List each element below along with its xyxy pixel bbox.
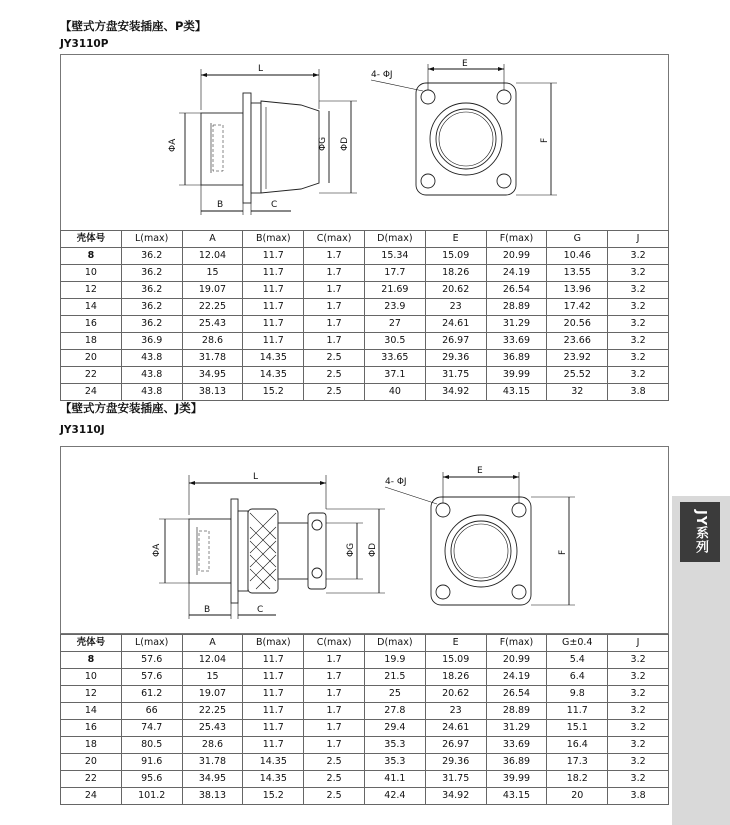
- table-cell: 57.6: [121, 652, 182, 669]
- table-cell: 31.29: [486, 720, 547, 737]
- col-header: B(max): [243, 231, 304, 248]
- shell-size-cell: 14: [61, 299, 122, 316]
- table-cell: 29.4: [364, 720, 425, 737]
- table-cell: 20: [547, 788, 608, 805]
- front-view-j: [385, 466, 575, 605]
- table-cell: 2.5: [304, 771, 365, 788]
- shell-size-cell: 18: [61, 333, 122, 350]
- table-cell: 35.3: [364, 737, 425, 754]
- dim-b-j: B: [204, 605, 211, 615]
- side-view-p: [168, 64, 357, 215]
- table-cell: 25: [364, 686, 425, 703]
- table-cell: 36.2: [121, 299, 182, 316]
- table-cell: 80.5: [121, 737, 182, 754]
- col-header: B(max): [243, 635, 304, 652]
- table-cell: 20.62: [425, 686, 486, 703]
- table-cell: 13.96: [547, 282, 608, 299]
- table-cell: 1.7: [304, 686, 365, 703]
- shell-size-cell: 22: [61, 771, 122, 788]
- table-cell: 18.26: [425, 265, 486, 282]
- col-header: L(max): [121, 635, 182, 652]
- table-cell: 43.15: [486, 384, 547, 401]
- table-cell: 15.34: [364, 248, 425, 265]
- col-header: D(max): [364, 635, 425, 652]
- table-cell: 28.89: [486, 703, 547, 720]
- table-cell: 91.6: [121, 754, 182, 771]
- table-cell: 74.7: [121, 720, 182, 737]
- shell-size-cell: 22: [61, 367, 122, 384]
- table-cell: 43.8: [121, 367, 182, 384]
- dim-f-p: F: [540, 137, 550, 143]
- table-cell: 28.89: [486, 299, 547, 316]
- table-row: [61, 754, 669, 771]
- table-cell: 36.89: [486, 350, 547, 367]
- table-cell: 39.99: [486, 367, 547, 384]
- table-cell: 3.8: [608, 788, 669, 805]
- table-row: [61, 737, 669, 754]
- table-cell: 16.4: [547, 737, 608, 754]
- table-cell: 15: [182, 669, 243, 686]
- shell-size-cell: 8: [61, 248, 122, 265]
- table-cell: 22.25: [182, 299, 243, 316]
- col-header: C(max): [304, 231, 365, 248]
- shell-size-cell: 18: [61, 737, 122, 754]
- table-cell: 1.7: [304, 737, 365, 754]
- table-cell: 19.07: [182, 686, 243, 703]
- table-cell: 33.69: [486, 737, 547, 754]
- table-cell: 26.54: [486, 686, 547, 703]
- table-cell: 36.2: [121, 282, 182, 299]
- table-cell: 3.2: [608, 333, 669, 350]
- model-jy3110j: JY3110J: [60, 424, 105, 436]
- table-cell: 24.61: [425, 316, 486, 333]
- dim-holes-j: 4- ΦJ: [385, 477, 407, 487]
- table-cell: 2.5: [304, 367, 365, 384]
- col-header: J: [608, 635, 669, 652]
- table-cell: 26.97: [425, 333, 486, 350]
- table-cell: 17.42: [547, 299, 608, 316]
- table-cell: 29.36: [425, 350, 486, 367]
- shell-size-cell: 16: [61, 720, 122, 737]
- table-cell: 3.2: [608, 737, 669, 754]
- shell-size-cell: 10: [61, 669, 122, 686]
- table-cell: 1.7: [304, 652, 365, 669]
- table-cell: 3.2: [608, 771, 669, 788]
- table-cell: 3.2: [608, 367, 669, 384]
- table-cell: 1.7: [304, 248, 365, 265]
- table-cell: 1.7: [304, 333, 365, 350]
- table-cell: 21.5: [364, 669, 425, 686]
- dim-l-p: L: [258, 64, 264, 74]
- col-header: F(max): [486, 231, 547, 248]
- col-header: 壳体号: [61, 231, 122, 248]
- col-header: G±0.4: [547, 635, 608, 652]
- table-cell: 36.89: [486, 754, 547, 771]
- table-cell: 3.2: [608, 652, 669, 669]
- table-cell: 66: [121, 703, 182, 720]
- table-cell: 3.2: [608, 265, 669, 282]
- drawing-frame-p: [60, 54, 669, 231]
- table-cell: 38.13: [182, 384, 243, 401]
- shell-size-cell: 14: [61, 703, 122, 720]
- table-cell: 95.6: [121, 771, 182, 788]
- col-header: 壳体号: [61, 635, 122, 652]
- table-row: [61, 669, 669, 686]
- table-cell: 1.7: [304, 669, 365, 686]
- table-cell: 33.65: [364, 350, 425, 367]
- table-cell: 25.43: [182, 720, 243, 737]
- table-cell: 17.3: [547, 754, 608, 771]
- table-cell: 3.2: [608, 316, 669, 333]
- table-cell: 24.61: [425, 720, 486, 737]
- connector-drawing-p: [61, 55, 670, 232]
- table-cell: 1.7: [304, 720, 365, 737]
- table-cell: 3.2: [608, 248, 669, 265]
- table-cell: 34.95: [182, 771, 243, 788]
- table-row: [61, 248, 669, 265]
- spec-table-p: [60, 230, 669, 401]
- table-cell: 20.62: [425, 282, 486, 299]
- dim-l-j: L: [253, 472, 259, 482]
- table-cell: 31.75: [425, 771, 486, 788]
- table-cell: 43.8: [121, 350, 182, 367]
- table-cell: 11.7: [243, 720, 304, 737]
- table-cell: 36.2: [121, 248, 182, 265]
- table-cell: 3.2: [608, 350, 669, 367]
- table-cell: 15: [182, 265, 243, 282]
- table-cell: 32: [547, 384, 608, 401]
- table-cell: 27.8: [364, 703, 425, 720]
- model-jy3110p: JY3110P: [60, 38, 109, 50]
- table-cell: 23: [425, 703, 486, 720]
- col-header: E: [425, 231, 486, 248]
- connector-drawing-j: [61, 447, 670, 635]
- table-cell: 15.09: [425, 248, 486, 265]
- dim-c-p: C: [271, 200, 278, 210]
- table-cell: 11.7: [243, 248, 304, 265]
- table-cell: 25.52: [547, 367, 608, 384]
- table-cell: 61.2: [121, 686, 182, 703]
- col-header: C(max): [304, 635, 365, 652]
- dim-holes-p: 4- ΦJ: [371, 70, 393, 80]
- col-header: A: [182, 635, 243, 652]
- table-cell: 43.15: [486, 788, 547, 805]
- col-header: F(max): [486, 635, 547, 652]
- table-cell: 3.8: [608, 384, 669, 401]
- dim-g-j: ΦG: [346, 542, 356, 557]
- table-row: [61, 316, 669, 333]
- table-cell: 1.7: [304, 703, 365, 720]
- shell-size-cell: 24: [61, 788, 122, 805]
- table-row: [61, 367, 669, 384]
- table-cell: 2.5: [304, 788, 365, 805]
- table-cell: 1.7: [304, 299, 365, 316]
- dim-e-p: E: [462, 59, 468, 69]
- table-cell: 26.97: [425, 737, 486, 754]
- col-header: A: [182, 231, 243, 248]
- table-cell: 15.1: [547, 720, 608, 737]
- front-view-p: [371, 59, 557, 195]
- table-cell: 1.7: [304, 282, 365, 299]
- table-row: [61, 686, 669, 703]
- dim-a-j: ΦA: [152, 543, 162, 557]
- table-cell: 3.2: [608, 686, 669, 703]
- table-cell: 11.7: [243, 703, 304, 720]
- table-cell: 34.92: [425, 788, 486, 805]
- shell-size-cell: 8: [61, 652, 122, 669]
- table-cell: 11.7: [243, 299, 304, 316]
- table-row: [61, 333, 669, 350]
- col-header: D(max): [364, 231, 425, 248]
- drawing-frame-j: [60, 446, 669, 634]
- shell-size-cell: 12: [61, 282, 122, 299]
- shell-size-cell: 20: [61, 350, 122, 367]
- table-cell: 23: [425, 299, 486, 316]
- table-row: [61, 350, 669, 367]
- col-header: J: [608, 231, 669, 248]
- table-cell: 23.66: [547, 333, 608, 350]
- dim-g-p: ΦG: [318, 136, 328, 151]
- table-cell: 3.2: [608, 282, 669, 299]
- shell-size-cell: 16: [61, 316, 122, 333]
- table-cell: 36.2: [121, 316, 182, 333]
- table-cell: 33.69: [486, 333, 547, 350]
- table-cell: 31.75: [425, 367, 486, 384]
- table-cell: 11.7: [243, 686, 304, 703]
- table-cell: 18.2: [547, 771, 608, 788]
- side-view-j: [152, 472, 385, 619]
- table-cell: 14.35: [243, 771, 304, 788]
- section-title-p: 【壁式方盘安装插座、P类】: [60, 19, 207, 33]
- table-cell: 1.7: [304, 265, 365, 282]
- table-cell: 35.3: [364, 754, 425, 771]
- table-row: [61, 265, 669, 282]
- table-header-row: [61, 635, 669, 652]
- table-cell: 11.7: [243, 333, 304, 350]
- dim-b-p: B: [217, 200, 224, 210]
- table-cell: 28.6: [182, 333, 243, 350]
- table-cell: 11.7: [547, 703, 608, 720]
- table-cell: 30.5: [364, 333, 425, 350]
- table-cell: 24.19: [486, 669, 547, 686]
- table-cell: 11.7: [243, 652, 304, 669]
- table-cell: 43.8: [121, 384, 182, 401]
- table-cell: 5.4: [547, 652, 608, 669]
- table-cell: 40: [364, 384, 425, 401]
- table-cell: 36.2: [121, 265, 182, 282]
- table-cell: 31.78: [182, 350, 243, 367]
- table-cell: 41.1: [364, 771, 425, 788]
- table-cell: 20.99: [486, 248, 547, 265]
- table-cell: 24.19: [486, 265, 547, 282]
- table-cell: 14.35: [243, 754, 304, 771]
- shell-size-cell: 24: [61, 384, 122, 401]
- table-header-row: [61, 231, 669, 248]
- table-row: [61, 703, 669, 720]
- table-cell: 17.7: [364, 265, 425, 282]
- table-cell: 11.7: [243, 737, 304, 754]
- table-cell: 3.2: [608, 669, 669, 686]
- table-cell: 20.56: [547, 316, 608, 333]
- table-cell: 18.26: [425, 669, 486, 686]
- table-cell: 31.78: [182, 754, 243, 771]
- table-cell: 34.95: [182, 367, 243, 384]
- table-cell: 6.4: [547, 669, 608, 686]
- table-cell: 11.7: [243, 265, 304, 282]
- table-cell: 11.7: [243, 669, 304, 686]
- table-cell: 39.99: [486, 771, 547, 788]
- table-row: [61, 771, 669, 788]
- dim-c-j: C: [257, 605, 264, 615]
- col-header: E: [425, 635, 486, 652]
- series-label: JY系列: [680, 502, 720, 562]
- dim-a-p: ΦA: [168, 138, 178, 152]
- table-cell: 26.54: [486, 282, 547, 299]
- col-header: L(max): [121, 231, 182, 248]
- table-cell: 27: [364, 316, 425, 333]
- table-row: [61, 282, 669, 299]
- table-cell: 21.69: [364, 282, 425, 299]
- table-cell: 12.04: [182, 248, 243, 265]
- table-cell: 9.8: [547, 686, 608, 703]
- table-row: [61, 720, 669, 737]
- table-cell: 13.55: [547, 265, 608, 282]
- table-cell: 1.7: [304, 316, 365, 333]
- table-cell: 3.2: [608, 703, 669, 720]
- table-cell: 15.2: [243, 788, 304, 805]
- table-cell: 14.35: [243, 350, 304, 367]
- table-cell: 2.5: [304, 350, 365, 367]
- table-cell: 25.43: [182, 316, 243, 333]
- table-cell: 28.6: [182, 737, 243, 754]
- table-cell: 15.2: [243, 384, 304, 401]
- table-cell: 22.25: [182, 703, 243, 720]
- shell-size-cell: 10: [61, 265, 122, 282]
- table-cell: 42.4: [364, 788, 425, 805]
- table-cell: 3.2: [608, 754, 669, 771]
- dim-e-j: E: [477, 466, 483, 476]
- shell-size-cell: 12: [61, 686, 122, 703]
- dim-f-j: F: [558, 549, 568, 555]
- section-title-j: 【壁式方盘安装插座、J类】: [60, 401, 203, 415]
- table-cell: 11.7: [243, 282, 304, 299]
- table-cell: 2.5: [304, 754, 365, 771]
- table-cell: 10.46: [547, 248, 608, 265]
- table-row: [61, 384, 669, 401]
- table-cell: 36.9: [121, 333, 182, 350]
- table-cell: 12.04: [182, 652, 243, 669]
- table-cell: 14.35: [243, 367, 304, 384]
- table-cell: 23.9: [364, 299, 425, 316]
- table-cell: 34.92: [425, 384, 486, 401]
- dim-d-j: ΦD: [368, 542, 378, 557]
- table-cell: 31.29: [486, 316, 547, 333]
- table-cell: 101.2: [121, 788, 182, 805]
- table-row: [61, 788, 669, 805]
- spec-table-j: [60, 634, 669, 805]
- table-cell: 29.36: [425, 754, 486, 771]
- dim-d-p: ΦD: [340, 136, 350, 151]
- table-cell: 23.92: [547, 350, 608, 367]
- col-header: G: [547, 231, 608, 248]
- table-cell: 37.1: [364, 367, 425, 384]
- table-row: [61, 652, 669, 669]
- table-cell: 20.99: [486, 652, 547, 669]
- table-cell: 11.7: [243, 316, 304, 333]
- table-cell: 38.13: [182, 788, 243, 805]
- table-cell: 3.2: [608, 299, 669, 316]
- table-row: [61, 299, 669, 316]
- table-cell: 3.2: [608, 720, 669, 737]
- table-cell: 19.07: [182, 282, 243, 299]
- table-cell: 15.09: [425, 652, 486, 669]
- table-cell: 2.5: [304, 384, 365, 401]
- table-cell: 19.9: [364, 652, 425, 669]
- table-cell: 57.6: [121, 669, 182, 686]
- shell-size-cell: 20: [61, 754, 122, 771]
